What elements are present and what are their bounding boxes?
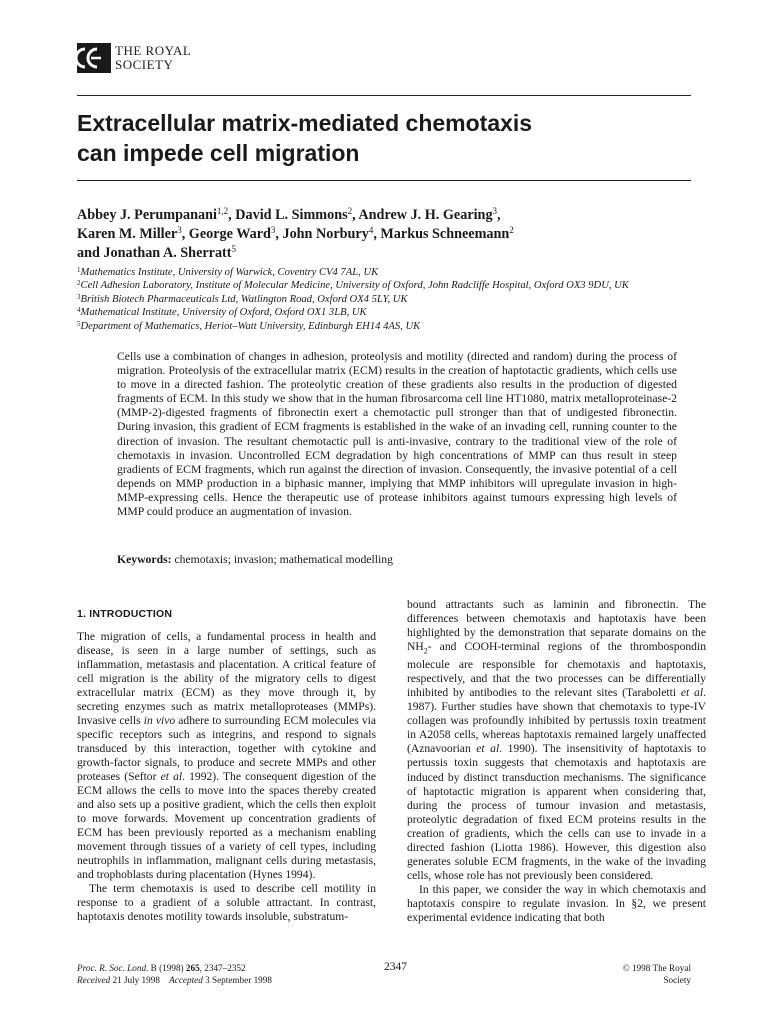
affiliation: $^2$Cell Adhesion Laboratory, Institute of Molecular Medicine, University of Oxford, John Radcliffe Hospital, Oxford OX3 9DU, UK (77, 279, 629, 292)
author: David L. Simmons$^2$, (235, 206, 359, 223)
abstract: Cells use a combination of changes in adhesion, proteolysis and motility (directed and random) during the process of migration. Proteolysis of the extracellular matrix (ECM) results in the creation of haptotactic gradients, which cells use to move in a directed fashion. The proteolytic creation of these gradients also results in the production of digested fragments of ECM. In this study we show that in the human fibrosarcoma cell line HT1080, matrix metalloproteinase-2 (MMP-2)-digested fragments of fibronectin exert a chemotactic pull stronger than that of undigested fibronectin. During invasion, this gradient of ECM fragments is established in the wake of an invading cell, running counter to the direction of invasion. The resultant chemotactic pull is anti-invasive, contrary to the traditional view of the role of chemotaxis in invasion. Uncontrolled ECM degradation by high concentrations of MMP can thus result in steep gradients of ECM fragments, which run against the direction of invasion. Consequently, the invasive potential of a cell depends on MMP production in a biphasic manner, implying that MMP inhibitors will upregulate invasion in high-MMP-expressing cells. Hence the therapeutic use of protease inhibitors against tumours expressing high levels of MMP could produce an augmentation of invasion. (117, 350, 677, 519)
affiliation: $^4$Mathematical Institute, University of Oxford, Oxford OX1 3LB, UK (77, 306, 367, 319)
logo-text (115, 44, 191, 72)
author: Jonathan A. Sherratt$^5$ (103, 244, 237, 261)
body-paragraph: bound attractants such as laminin and fibronectin. The differences between chemotaxis and haptotaxis have been highlighted by the demonstration that separate domains on the $NH_2-$ and COOH-terminal regions of the thrombospondin molecule are responsible for chemotaxis and haptotaxis, respectively, and that the two processes can be differentially inhibited by antibodies to the relevant sites (Taraboletti et al. 1987). Further studies have shown that chemotaxis to type-IV collagen was profoundly inhibited by pertussis toxin treatment in A2058 cells, whereas haptotaxis remained largely unaffected (Aznavoorian et al. 1990). The insensitivity of haptotaxis to pertussis toxin suggests that chemotaxis and haptotaxis are induced by distinct transduction mechanisms. The significance of haptotactic migration is apparent when considering that, during the process of tumour invasion and metastasis, proteolytic degradation of fixed ECM proteins results in the creation of gradients, which the cells can use to invade in a directed fashion (Liotta 1986). However, this digestion also generates soluble ECM fragments, in the wake of the invading cells, whose role has not previously been considered. (407, 598, 706, 882)
citation-line: Proc. R. Soc. Lond. B (1998) 265, 2347–2352 (77, 963, 246, 973)
section-heading-introduction: 1. INTRODUCTION (77, 608, 173, 620)
authors-and: and (77, 245, 104, 261)
body-paragraph: The term chemotaxis is used to describe cell motility in response to a gradient of a soluble attractant. In contrast, haptotaxis denotes motility towards insoluble, substratum- (77, 882, 376, 924)
body-paragraph: In this paper, we consider the way in which chemotaxis and haptotaxis conspire to regulate invasion. In §2, we present experimental evidence indicating that both (407, 882, 706, 924)
author: Abbey J. Perumpanani$^{1,2}$, (77, 206, 236, 223)
citation-footer (77, 963, 272, 986)
title-rule (77, 180, 691, 181)
dates-line: Received 21 July 1998 Accepted 3 September 1998 (77, 974, 272, 985)
title-line-1: Extracellular matrix-mediated chemotaxis (77, 110, 533, 136)
logo-line-1: THE ROYAL (115, 43, 192, 58)
logo-line-2: SOCIETY (115, 57, 174, 72)
affiliation: $^5$Department of Mathematics, Heriot–Watt University, Edinburgh EH14 4AS, UK (77, 319, 421, 332)
copyright: © 1998 The Royal Society (622, 963, 691, 985)
body-column-right (407, 598, 706, 925)
top-rule (77, 95, 691, 96)
body-paragraph: The migration of cells, a fundamental process in health and disease, is seen in a large number of settings, such as inflammation, metastasis and placentation. A critical feature of cell migration is the ability of the migratory cells to digest extracellular matrix (ECM) as they move through it, by secreting enzymes such as matrix metalloproteases (MMPs). Invasive cells in vivo adhere to surrounding ECM molecules via specific receptors such as integrins, and respond to signals transduced by this interaction, together with cytokine and growth-factor signals, to produce and secrete MMPs and other proteases (Seftor et al. 1992). The consequent digestion of the ECM allows the cells to move into the spaces thereby created and also sets up a positive gradient, which the cells then exploit to move forwards. Movement up concentration gradients of ECM has been previously reported as a mechanism enabling movement through tissues of a variety of cell types, including neutrophils in inflammation, malignant cells during metastasis, and trophoblasts during placentation (Hynes 1994). (77, 630, 377, 882)
affiliation: $^1$Mathematics Institute, University of Warwick, Coventry CV4 7AL, UK (77, 266, 379, 278)
article-title (77, 108, 691, 168)
author: Markus Schneemann$^2$ (380, 225, 514, 242)
affiliation: $^3$British Biotech Pharmaceuticals Ltd, Watlington Road, Oxford OX4 5LY, UK (77, 292, 408, 305)
author: Karen M. Miller$^3$, (77, 225, 189, 242)
title-line-2: can impede cell migration (77, 140, 360, 166)
author: Andrew J. H. Gearing$^3$, (358, 206, 501, 223)
keywords-label: Keywords: (117, 553, 172, 566)
royal-society-crest-icon (77, 43, 111, 73)
royal-society-logo (77, 43, 237, 73)
page-number: 2347 (384, 961, 407, 973)
affiliation-list (77, 266, 691, 333)
keywords (117, 553, 677, 567)
keywords-text: chemotaxis; invasion; mathematical modelling (171, 553, 393, 566)
author: George Ward$^3$, (188, 225, 283, 242)
author-list (77, 206, 691, 263)
body-column-left (77, 598, 376, 924)
author: John Norbury$^4$, (282, 225, 381, 242)
